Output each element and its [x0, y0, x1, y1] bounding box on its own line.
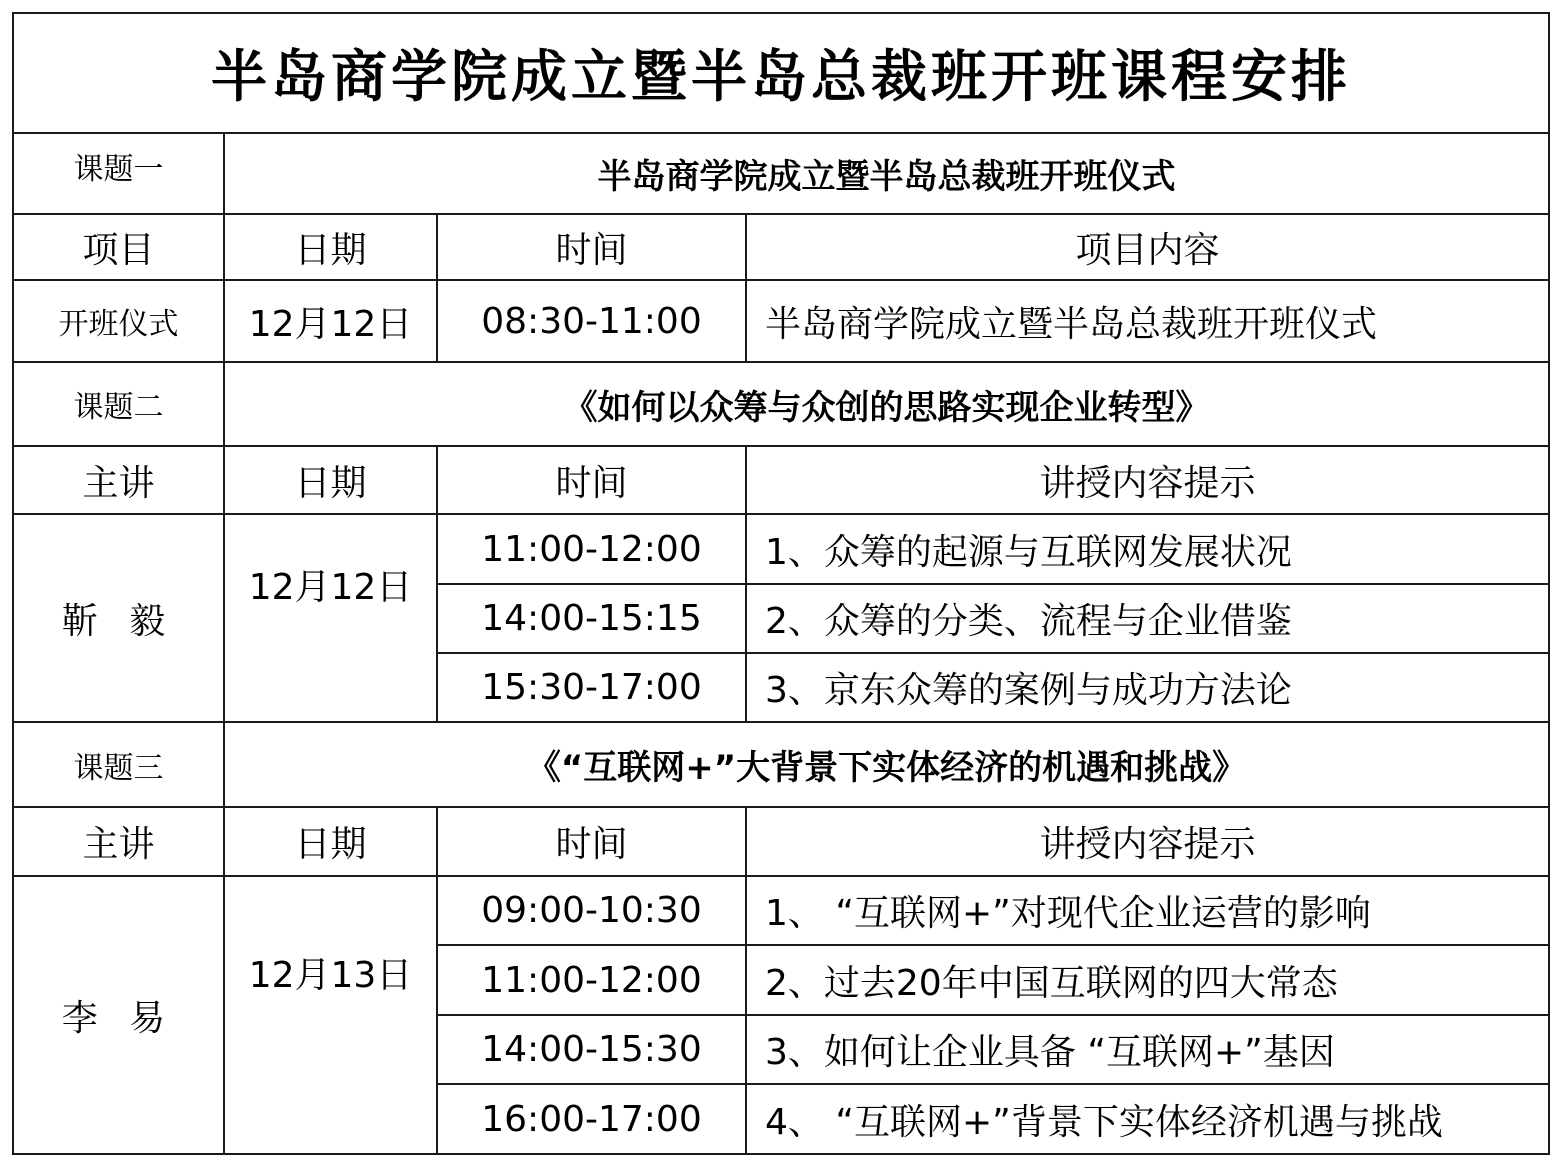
time-cell: 14:00-15:15 [437, 584, 746, 653]
speaker-name: 李 易 [13, 876, 224, 1154]
column-header-content: 讲授内容提示 [746, 446, 1549, 514]
time-cell: 11:00-12:00 [437, 514, 746, 584]
topic-title: 半岛商学院成立暨半岛总裁班开班仪式 [224, 133, 1549, 214]
topic-label: 课题二 [13, 362, 224, 446]
content-cell: 1、 “互联网+”对现代企业运营的影响 [746, 876, 1549, 945]
content-cell: 1、众筹的起源与互联网发展状况 [746, 514, 1549, 584]
time-cell: 08:30-11:00 [437, 280, 746, 362]
column-header-item: 项目 [13, 214, 224, 280]
content-cell: 2、众筹的分类、流程与企业借鉴 [746, 584, 1549, 653]
topic-label: 课题一 [13, 133, 224, 214]
page-title: 半岛商学院成立暨半岛总裁班开班课程安排 [13, 13, 1549, 133]
time-cell: 14:00-15:30 [437, 1015, 746, 1084]
topic-title: 《如何以众筹与众创的思路实现企业转型》 [224, 362, 1549, 446]
content-cell: 半岛商学院成立暨半岛总裁班开班仪式 [746, 280, 1549, 362]
time-cell: 11:00-12:00 [437, 945, 746, 1015]
column-header-content: 项目内容 [746, 214, 1549, 280]
speaker-name: 靳 毅 [13, 514, 224, 722]
schedule-sheet [12, 12, 1548, 1160]
column-header-date: 日期 [224, 807, 437, 876]
column-header-date: 日期 [224, 446, 437, 514]
column-header-date: 日期 [224, 214, 437, 280]
date-cell: 12月12日 [224, 514, 437, 722]
column-header-speaker: 主讲 [13, 446, 224, 514]
content-cell: 4、 “互联网+”背景下实体经济机遇与挑战 [746, 1084, 1549, 1154]
item-name: 开班仪式 [13, 280, 224, 362]
column-header-time: 时间 [437, 807, 746, 876]
content-cell: 2、过去20年中国互联网的四大常态 [746, 945, 1549, 1015]
time-cell: 09:00-10:30 [437, 876, 746, 945]
schedule-table [12, 12, 1550, 1155]
time-cell: 16:00-17:00 [437, 1084, 746, 1154]
date-cell: 12月12日 [224, 280, 437, 362]
content-cell: 3、如何让企业具备 “互联网+”基因 [746, 1015, 1549, 1084]
column-header-speaker: 主讲 [13, 807, 224, 876]
date-cell: 12月13日 [224, 876, 437, 1154]
column-header-content: 讲授内容提示 [746, 807, 1549, 876]
time-cell: 15:30-17:00 [437, 653, 746, 722]
topic-title: 《“互联网+”大背景下实体经济的机遇和挑战》 [224, 722, 1549, 807]
content-cell: 3、京东众筹的案例与成功方法论 [746, 653, 1549, 722]
column-header-time: 时间 [437, 446, 746, 514]
column-header-time: 时间 [437, 214, 746, 280]
topic-label: 课题三 [13, 722, 224, 807]
